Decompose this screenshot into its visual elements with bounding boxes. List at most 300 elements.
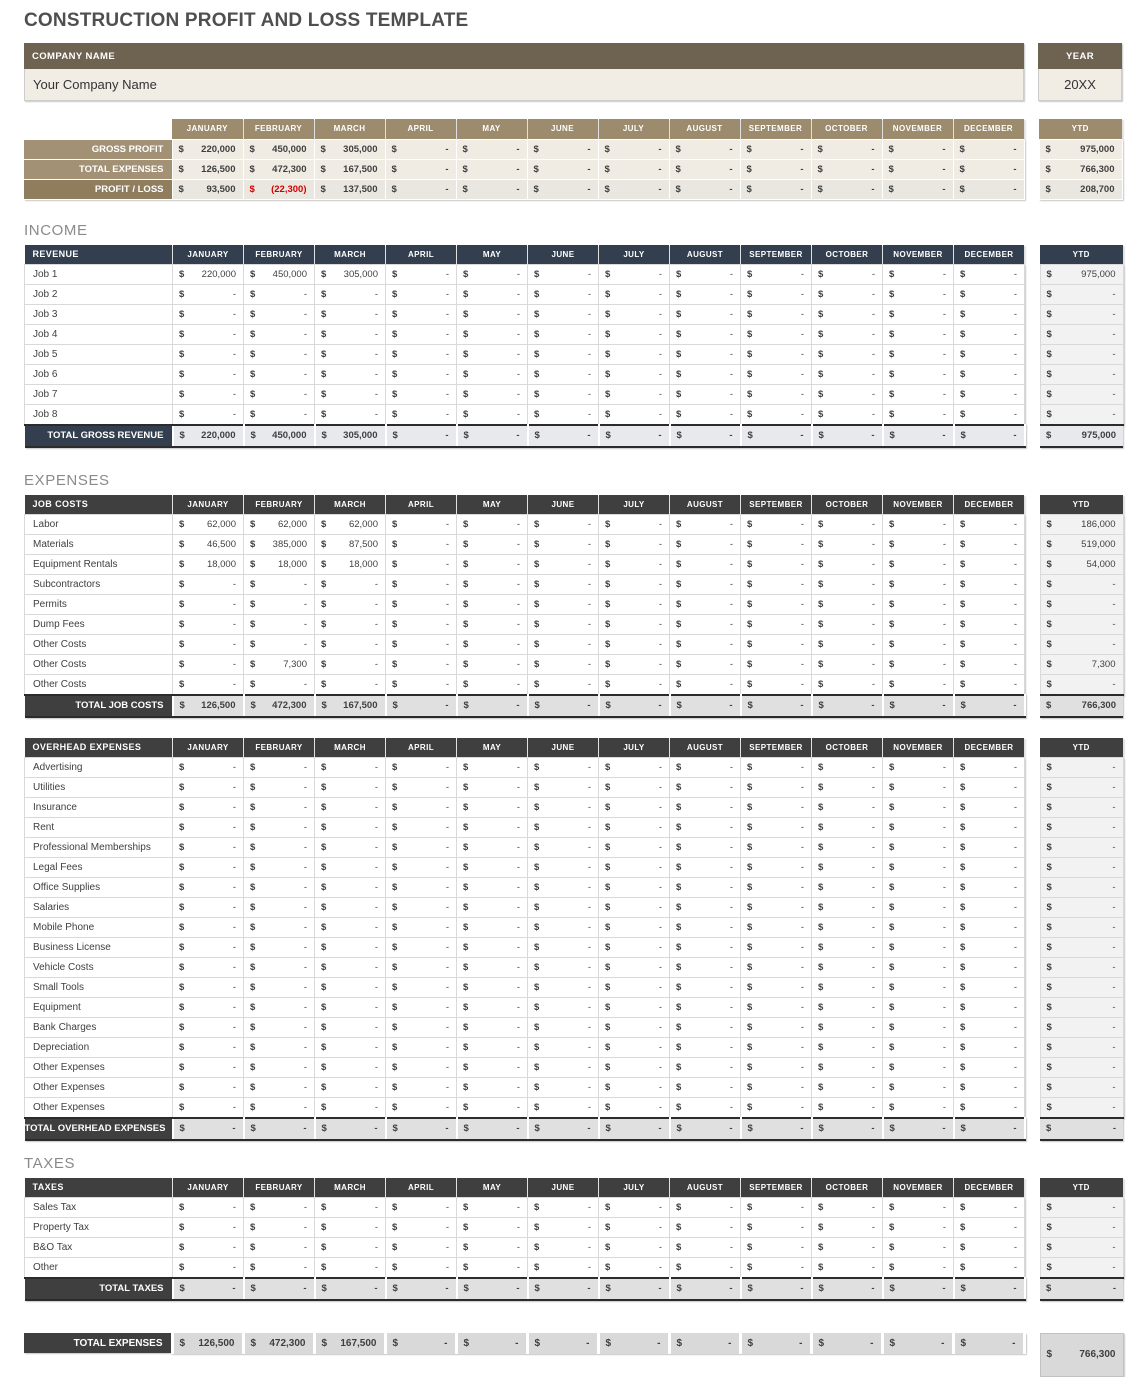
value-cell[interactable] <box>315 305 386 325</box>
value-cell[interactable] <box>599 938 670 958</box>
value-cell[interactable] <box>527 139 598 159</box>
value-cell[interactable] <box>315 1218 386 1238</box>
value-cell[interactable] <box>599 838 670 858</box>
value-cell[interactable] <box>244 958 315 978</box>
value-cell[interactable] <box>670 818 741 838</box>
value-cell[interactable] <box>811 139 882 159</box>
value-cell[interactable] <box>386 595 457 615</box>
total-value-cell[interactable] <box>954 425 1025 447</box>
ytd-value-cell[interactable] <box>1040 535 1123 555</box>
value-cell[interactable] <box>954 285 1025 305</box>
value-cell[interactable] <box>883 655 954 675</box>
value-cell[interactable] <box>954 998 1025 1018</box>
value-cell[interactable] <box>954 655 1025 675</box>
value-cell[interactable] <box>386 1018 457 1038</box>
value-cell[interactable] <box>954 615 1025 635</box>
value-cell[interactable] <box>457 858 528 878</box>
ytd-value-cell[interactable] <box>1040 1258 1123 1278</box>
value-cell[interactable] <box>243 179 314 199</box>
value-cell[interactable] <box>812 778 883 798</box>
value-cell[interactable] <box>457 1238 528 1258</box>
value-cell[interactable] <box>883 778 954 798</box>
value-cell[interactable] <box>173 385 244 405</box>
ytd-value-cell[interactable] <box>1040 1038 1123 1058</box>
ytd-value-cell[interactable] <box>1040 938 1123 958</box>
value-cell[interactable] <box>670 1098 741 1118</box>
value-cell[interactable] <box>386 918 457 938</box>
value-cell[interactable] <box>244 1078 315 1098</box>
value-cell[interactable] <box>173 1078 244 1098</box>
value-cell[interactable] <box>954 798 1025 818</box>
value-cell[interactable] <box>528 998 599 1018</box>
value-cell[interactable] <box>457 365 528 385</box>
total-value-cell[interactable] <box>599 695 670 717</box>
value-cell[interactable] <box>244 385 315 405</box>
ytd-value-cell[interactable] <box>1040 758 1123 778</box>
value-cell[interactable] <box>883 758 954 778</box>
value-cell[interactable] <box>670 1038 741 1058</box>
value-cell[interactable] <box>457 285 528 305</box>
value-cell[interactable] <box>173 555 244 575</box>
ytd-value-cell[interactable] <box>1040 1238 1123 1258</box>
value-cell[interactable] <box>386 655 457 675</box>
value-cell[interactable] <box>528 958 599 978</box>
value-cell[interactable] <box>883 1218 954 1238</box>
value-cell[interactable] <box>386 515 457 535</box>
value-cell[interactable] <box>812 938 883 958</box>
value-cell[interactable] <box>173 265 244 285</box>
value-cell[interactable] <box>883 365 954 385</box>
value-cell[interactable] <box>315 1058 386 1078</box>
value-cell[interactable] <box>457 555 528 575</box>
value-cell[interactable] <box>244 938 315 958</box>
value-cell[interactable] <box>741 778 812 798</box>
value-cell[interactable] <box>599 1238 670 1258</box>
value-cell[interactable] <box>599 1058 670 1078</box>
row-label[interactable]: Job 1 <box>25 265 173 285</box>
row-label[interactable]: TOTAL EXPENSES <box>24 159 172 179</box>
value-cell[interactable] <box>456 179 527 199</box>
value-cell[interactable] <box>670 798 741 818</box>
value-cell[interactable] <box>528 918 599 938</box>
value-cell[interactable] <box>315 758 386 778</box>
value-cell[interactable] <box>528 798 599 818</box>
value-cell[interactable] <box>456 139 527 159</box>
value-cell[interactable] <box>599 265 670 285</box>
value-cell[interactable] <box>315 675 386 695</box>
value-cell[interactable] <box>244 345 315 365</box>
total-value-cell[interactable] <box>457 1118 528 1140</box>
value-cell[interactable] <box>953 139 1024 159</box>
value-cell[interactable] <box>741 1018 812 1038</box>
value-cell[interactable] <box>599 1078 670 1098</box>
value-cell[interactable] <box>173 798 244 818</box>
value-cell[interactable] <box>173 1238 244 1258</box>
value-cell[interactable] <box>670 555 741 575</box>
total-value-cell[interactable] <box>315 1278 386 1300</box>
value-cell[interactable] <box>599 555 670 575</box>
value-cell[interactable] <box>528 1058 599 1078</box>
value-cell[interactable] <box>599 858 670 878</box>
value-cell[interactable] <box>315 958 386 978</box>
value-cell[interactable] <box>528 838 599 858</box>
row-label[interactable]: Insurance <box>25 798 173 818</box>
value-cell[interactable] <box>741 858 812 878</box>
ytd-value-cell[interactable] <box>1040 1198 1123 1218</box>
total-value-cell[interactable] <box>741 1118 812 1140</box>
value-cell[interactable] <box>528 595 599 615</box>
value-cell[interactable] <box>173 365 244 385</box>
value-cell[interactable] <box>883 615 954 635</box>
value-cell[interactable] <box>244 655 315 675</box>
value-cell[interactable] <box>740 159 811 179</box>
value-cell[interactable] <box>386 858 457 878</box>
grand-total-label[interactable]: TOTAL EXPENSES <box>24 1333 172 1353</box>
value-cell[interactable] <box>173 998 244 1018</box>
value-cell[interactable] <box>528 675 599 695</box>
value-cell[interactable] <box>741 595 812 615</box>
value-cell[interactable] <box>457 978 528 998</box>
value-cell[interactable] <box>386 325 457 345</box>
value-cell[interactable] <box>244 898 315 918</box>
value-cell[interactable] <box>173 635 244 655</box>
value-cell[interactable] <box>599 285 670 305</box>
value-cell[interactable] <box>173 345 244 365</box>
value-cell[interactable] <box>812 1038 883 1058</box>
grand-value-cell[interactable] <box>314 1333 385 1353</box>
value-cell[interactable] <box>315 515 386 535</box>
value-cell[interactable] <box>173 898 244 918</box>
value-cell[interactable] <box>173 758 244 778</box>
value-cell[interactable] <box>457 818 528 838</box>
total-value-cell[interactable] <box>457 695 528 717</box>
value-cell[interactable] <box>244 818 315 838</box>
value-cell[interactable] <box>812 1098 883 1118</box>
value-cell[interactable] <box>244 555 315 575</box>
ytd-value-cell[interactable] <box>1040 365 1123 385</box>
value-cell[interactable] <box>812 325 883 345</box>
value-cell[interactable] <box>599 595 670 615</box>
total-value-cell[interactable] <box>812 1278 883 1300</box>
grand-value-cell[interactable] <box>172 1333 243 1353</box>
value-cell[interactable] <box>599 325 670 345</box>
value-cell[interactable] <box>670 365 741 385</box>
ytd-value-cell[interactable] <box>1040 818 1123 838</box>
value-cell[interactable] <box>670 998 741 1018</box>
value-cell[interactable] <box>812 1198 883 1218</box>
value-cell[interactable] <box>670 838 741 858</box>
value-cell[interactable] <box>741 1198 812 1218</box>
value-cell[interactable] <box>599 798 670 818</box>
value-cell[interactable] <box>741 958 812 978</box>
value-cell[interactable] <box>954 1238 1025 1258</box>
value-cell[interactable] <box>244 1258 315 1278</box>
total-value-cell[interactable] <box>599 1118 670 1140</box>
total-value-cell[interactable] <box>173 695 244 717</box>
row-label[interactable]: Job 5 <box>25 345 173 365</box>
value-cell[interactable] <box>599 305 670 325</box>
value-cell[interactable] <box>386 345 457 365</box>
value-cell[interactable] <box>599 1198 670 1218</box>
value-cell[interactable] <box>599 998 670 1018</box>
value-cell[interactable] <box>528 385 599 405</box>
year-input[interactable]: 20XX <box>1038 69 1122 101</box>
value-cell[interactable] <box>883 898 954 918</box>
value-cell[interactable] <box>457 938 528 958</box>
value-cell[interactable] <box>812 998 883 1018</box>
value-cell[interactable] <box>457 675 528 695</box>
total-value-cell[interactable] <box>883 1278 954 1300</box>
value-cell[interactable] <box>741 758 812 778</box>
value-cell[interactable] <box>315 798 386 818</box>
value-cell[interactable] <box>244 635 315 655</box>
ytd-value-cell[interactable] <box>1040 305 1123 325</box>
value-cell[interactable] <box>883 918 954 938</box>
value-cell[interactable] <box>386 615 457 635</box>
value-cell[interactable] <box>457 998 528 1018</box>
value-cell[interactable] <box>954 878 1025 898</box>
value-cell[interactable] <box>954 1258 1025 1278</box>
value-cell[interactable] <box>812 515 883 535</box>
row-label[interactable]: Permits <box>25 595 173 615</box>
ytd-value-cell[interactable] <box>1040 1078 1123 1098</box>
row-label[interactable]: Small Tools <box>25 978 173 998</box>
value-cell[interactable] <box>670 898 741 918</box>
total-label[interactable]: TOTAL GROSS REVENUE <box>25 425 173 447</box>
value-cell[interactable] <box>954 758 1025 778</box>
value-cell[interactable] <box>599 1018 670 1038</box>
ytd-value-cell[interactable] <box>1039 139 1122 159</box>
row-label[interactable]: B&O Tax <box>25 1238 173 1258</box>
value-cell[interactable] <box>669 139 740 159</box>
value-cell[interactable] <box>670 1198 741 1218</box>
value-cell[interactable] <box>599 758 670 778</box>
value-cell[interactable] <box>670 675 741 695</box>
value-cell[interactable] <box>883 1258 954 1278</box>
value-cell[interactable] <box>741 998 812 1018</box>
ytd-value-cell[interactable] <box>1040 978 1123 998</box>
value-cell[interactable] <box>457 1198 528 1218</box>
value-cell[interactable] <box>528 758 599 778</box>
ytd-value-cell[interactable] <box>1040 405 1123 425</box>
value-cell[interactable] <box>599 918 670 938</box>
value-cell[interactable] <box>244 285 315 305</box>
value-cell[interactable] <box>670 958 741 978</box>
value-cell[interactable] <box>599 575 670 595</box>
value-cell[interactable] <box>883 515 954 535</box>
value-cell[interactable] <box>670 635 741 655</box>
value-cell[interactable] <box>670 778 741 798</box>
ytd-value-cell[interactable] <box>1040 515 1123 535</box>
value-cell[interactable] <box>669 179 740 199</box>
value-cell[interactable] <box>954 778 1025 798</box>
value-cell[interactable] <box>741 1258 812 1278</box>
ytd-value-cell[interactable] <box>1040 285 1123 305</box>
row-label[interactable]: Bank Charges <box>25 1018 173 1038</box>
value-cell[interactable] <box>741 515 812 535</box>
total-value-cell[interactable] <box>741 1278 812 1300</box>
row-label[interactable]: Depreciation <box>25 1038 173 1058</box>
row-label[interactable]: Office Supplies <box>25 878 173 898</box>
value-cell[interactable] <box>244 575 315 595</box>
value-cell[interactable] <box>528 978 599 998</box>
value-cell[interactable] <box>954 575 1025 595</box>
value-cell[interactable] <box>812 1218 883 1238</box>
ytd-value-cell[interactable] <box>1040 675 1123 695</box>
value-cell[interactable] <box>315 385 386 405</box>
value-cell[interactable] <box>457 1078 528 1098</box>
value-cell[interactable] <box>243 139 314 159</box>
value-cell[interactable] <box>670 655 741 675</box>
total-value-cell[interactable] <box>599 425 670 447</box>
value-cell[interactable] <box>741 265 812 285</box>
row-label[interactable]: Job 7 <box>25 385 173 405</box>
value-cell[interactable] <box>670 938 741 958</box>
value-cell[interactable] <box>954 305 1025 325</box>
total-value-cell[interactable] <box>528 1278 599 1300</box>
value-cell[interactable] <box>812 918 883 938</box>
total-label[interactable]: TOTAL JOB COSTS <box>25 695 173 717</box>
value-cell[interactable] <box>173 535 244 555</box>
value-cell[interactable] <box>953 179 1024 199</box>
value-cell[interactable] <box>315 575 386 595</box>
grand-ytd-cell[interactable] <box>1040 1333 1124 1377</box>
value-cell[interactable] <box>954 818 1025 838</box>
value-cell[interactable] <box>599 958 670 978</box>
row-label[interactable]: Labor <box>25 515 173 535</box>
value-cell[interactable] <box>741 1058 812 1078</box>
total-value-cell[interactable] <box>528 695 599 717</box>
value-cell[interactable] <box>883 345 954 365</box>
ytd-value-cell[interactable] <box>1040 778 1123 798</box>
value-cell[interactable] <box>812 575 883 595</box>
value-cell[interactable] <box>812 1258 883 1278</box>
total-value-cell[interactable] <box>954 695 1025 717</box>
ytd-value-cell[interactable] <box>1040 1218 1123 1238</box>
value-cell[interactable] <box>812 898 883 918</box>
value-cell[interactable] <box>314 179 385 199</box>
value-cell[interactable] <box>386 1258 457 1278</box>
value-cell[interactable] <box>812 365 883 385</box>
ytd-value-cell[interactable] <box>1040 265 1123 285</box>
value-cell[interactable] <box>812 758 883 778</box>
value-cell[interactable] <box>670 405 741 425</box>
value-cell[interactable] <box>173 1058 244 1078</box>
value-cell[interactable] <box>811 179 882 199</box>
value-cell[interactable] <box>386 978 457 998</box>
value-cell[interactable] <box>954 385 1025 405</box>
value-cell[interactable] <box>386 1078 457 1098</box>
total-value-cell[interactable] <box>386 425 457 447</box>
ytd-value-cell[interactable] <box>1040 1058 1123 1078</box>
value-cell[interactable] <box>812 958 883 978</box>
value-cell[interactable] <box>741 938 812 958</box>
row-label[interactable]: Salaries <box>25 898 173 918</box>
value-cell[interactable] <box>315 998 386 1018</box>
value-cell[interactable] <box>386 265 457 285</box>
value-cell[interactable] <box>315 818 386 838</box>
value-cell[interactable] <box>741 655 812 675</box>
total-value-cell[interactable] <box>386 695 457 717</box>
value-cell[interactable] <box>528 325 599 345</box>
value-cell[interactable] <box>315 778 386 798</box>
value-cell[interactable] <box>244 1058 315 1078</box>
row-label[interactable]: Legal Fees <box>25 858 173 878</box>
value-cell[interactable] <box>528 635 599 655</box>
value-cell[interactable] <box>741 555 812 575</box>
value-cell[interactable] <box>173 305 244 325</box>
value-cell[interactable] <box>173 1198 244 1218</box>
value-cell[interactable] <box>741 345 812 365</box>
value-cell[interactable] <box>315 265 386 285</box>
row-label[interactable]: Business License <box>25 938 173 958</box>
value-cell[interactable] <box>954 345 1025 365</box>
value-cell[interactable] <box>457 1218 528 1238</box>
ytd-value-cell[interactable] <box>1040 858 1123 878</box>
row-label[interactable]: Equipment <box>25 998 173 1018</box>
row-label[interactable]: Other Costs <box>25 675 173 695</box>
value-cell[interactable] <box>244 878 315 898</box>
value-cell[interactable] <box>173 1038 244 1058</box>
value-cell[interactable] <box>173 405 244 425</box>
value-cell[interactable] <box>385 179 456 199</box>
value-cell[interactable] <box>883 1038 954 1058</box>
value-cell[interactable] <box>954 918 1025 938</box>
value-cell[interactable] <box>457 918 528 938</box>
row-label[interactable]: Property Tax <box>25 1218 173 1238</box>
total-value-cell[interactable] <box>670 425 741 447</box>
value-cell[interactable] <box>954 938 1025 958</box>
value-cell[interactable] <box>812 265 883 285</box>
value-cell[interactable] <box>457 958 528 978</box>
value-cell[interactable] <box>741 918 812 938</box>
total-value-cell[interactable] <box>244 425 315 447</box>
value-cell[interactable] <box>386 958 457 978</box>
value-cell[interactable] <box>315 365 386 385</box>
row-label[interactable]: Dump Fees <box>25 615 173 635</box>
value-cell[interactable] <box>385 139 456 159</box>
value-cell[interactable] <box>812 285 883 305</box>
row-label[interactable]: Subcontractors <box>25 575 173 595</box>
value-cell[interactable] <box>670 878 741 898</box>
total-value-cell[interactable] <box>528 425 599 447</box>
value-cell[interactable] <box>954 1078 1025 1098</box>
value-cell[interactable] <box>244 535 315 555</box>
value-cell[interactable] <box>741 1078 812 1098</box>
value-cell[interactable] <box>457 595 528 615</box>
value-cell[interactable] <box>173 285 244 305</box>
value-cell[interactable] <box>173 838 244 858</box>
row-label[interactable]: Materials <box>25 535 173 555</box>
company-name-input[interactable]: Your Company Name <box>24 69 1024 101</box>
value-cell[interactable] <box>741 325 812 345</box>
value-cell[interactable] <box>386 675 457 695</box>
value-cell[interactable] <box>741 1218 812 1238</box>
value-cell[interactable] <box>670 1078 741 1098</box>
grand-value-cell[interactable] <box>740 1333 811 1353</box>
value-cell[interactable] <box>315 345 386 365</box>
ytd-value-cell[interactable] <box>1040 798 1123 818</box>
value-cell[interactable] <box>243 159 314 179</box>
value-cell[interactable] <box>315 1038 386 1058</box>
value-cell[interactable] <box>954 958 1025 978</box>
row-label[interactable]: GROSS PROFIT <box>24 139 172 159</box>
value-cell[interactable] <box>812 635 883 655</box>
value-cell[interactable] <box>528 938 599 958</box>
total-value-cell[interactable] <box>670 1118 741 1140</box>
value-cell[interactable] <box>954 978 1025 998</box>
value-cell[interactable] <box>528 615 599 635</box>
